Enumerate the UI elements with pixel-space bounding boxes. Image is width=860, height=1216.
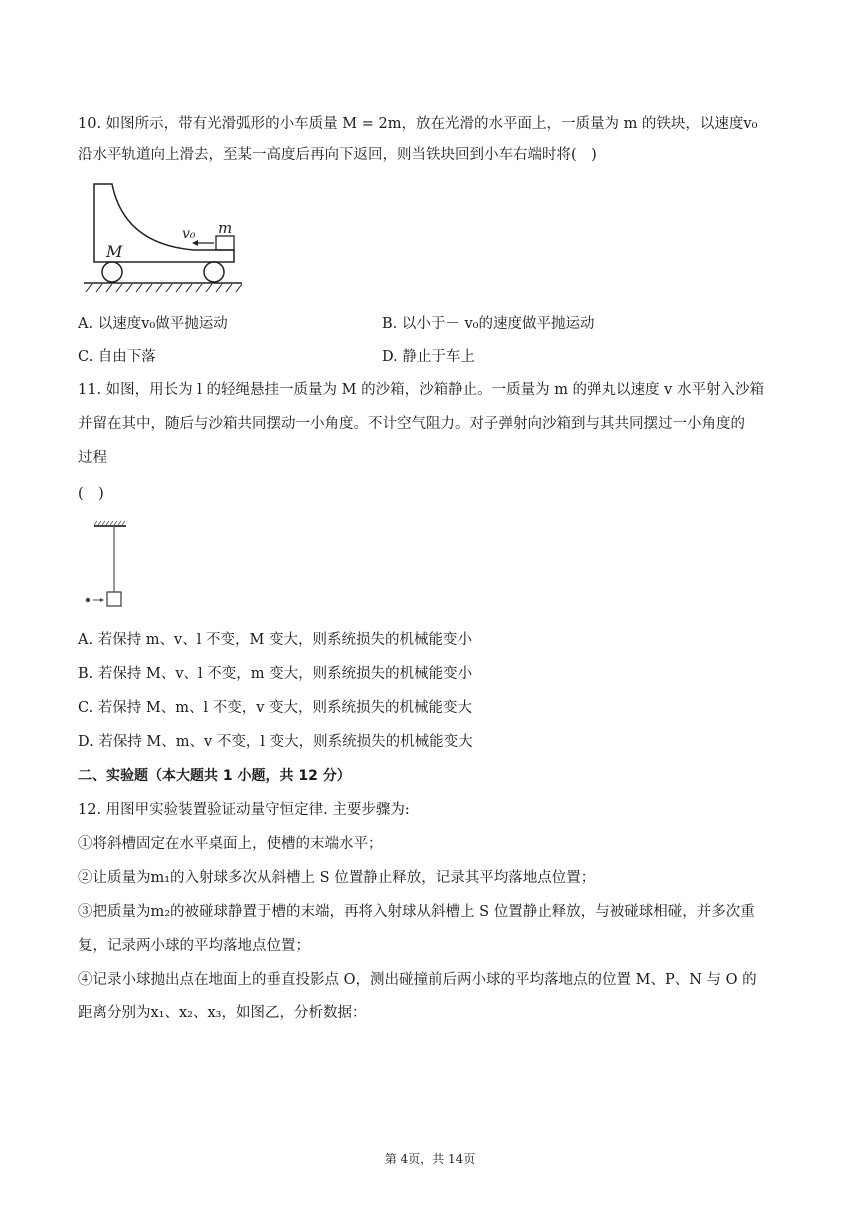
q11-sandbox-figure	[84, 520, 140, 612]
q11-option-c: C. 若保持 M、m、l 不变，v 变大，则系统损失的机械能变大	[78, 700, 473, 716]
q12-step2: ②让质量为m₁的入射球多次从斜槽上 S 位置静止释放，记录其平均落地点位置；	[78, 870, 596, 886]
wheel-right	[204, 262, 224, 282]
sandbox	[107, 592, 121, 606]
q11-option-d: D. 若保持 M、m、v 不变，l 变大，则系统损失的机械能变大	[78, 734, 473, 750]
label-M: M	[106, 242, 123, 261]
q11-line1: 11. 如图，用长为 l 的轻绳悬挂一质量为 M 的沙箱，沙箱静止。一质量为 m 的弹丸以速度 v 水平射入沙箱	[78, 382, 764, 398]
iron-block	[216, 236, 234, 250]
q12-step1: ①将斜槽固定在水平桌面上，使槽的末端水平；	[78, 836, 383, 852]
q11-option-a: A. 若保持 m、v、l 不变，M 变大，则系统损失的机械能变小	[78, 632, 472, 648]
q12-step3a: ③把质量为m₂的被碰球静置于槽的末端，再将入射球从斜槽上 S 位置静止释放，与被碰球相碰，并多次重	[78, 904, 755, 920]
q11-line2: 并留在其中，随后与沙箱共同摆动一小角度。不计空气阻力。对子弹射向沙箱到与其共同摆过一小角度的	[78, 416, 745, 432]
page-footer: 第 4页，共 14页	[384, 1152, 476, 1166]
q11-paren: ( )	[78, 486, 104, 502]
q10-line2: 沿水平轨道向上滑去，至某一高度后再向下返回，则当铁块回到小车右端时将( )	[78, 147, 597, 163]
q12-line1: 12. 用图甲实验装置验证动量守恒定律. 主要步骤为:	[78, 802, 410, 818]
label-m: m	[218, 219, 233, 237]
q10-option-b: B. 以小于－ v₀的速度做平抛运动	[382, 316, 595, 332]
q12-step4a: ④记录小球抛出点在地面上的垂直投影点 O，测出碰撞前后两小球的平均落地点的位置 M、P、N 与 O 的	[78, 972, 757, 988]
wheel-left	[102, 262, 122, 282]
label-v0: v₀	[182, 226, 196, 242]
section-heading: 二、实验题（本大题共 1 小题，共 12 分）	[78, 768, 351, 784]
bullet	[86, 598, 90, 602]
q10-option-c: C. 自由下落	[78, 349, 156, 365]
q10-option-a: A. 以速度v₀做平抛运动	[78, 316, 228, 332]
q10-line1: 10. 如图所示，带有光滑弧形的小车质量 M = 2m，放在光滑的水平面上，一质量为 m 的铁块，以速度v₀	[78, 116, 758, 132]
q12-step4b: 距离分别为x₁、x₂、x₃，如图乙，分析数据：	[78, 1005, 367, 1021]
q10-cart-figure	[82, 176, 246, 298]
q11-option-b: B. 若保持 M、v、l 不变，m 变大，则系统损失的机械能变小	[78, 666, 473, 682]
q11-line3: 过程	[78, 450, 107, 466]
q12-step3b: 复，记录两小球的平均落地点位置；	[78, 938, 310, 954]
q10-option-d: D. 静止于车上	[382, 349, 475, 365]
